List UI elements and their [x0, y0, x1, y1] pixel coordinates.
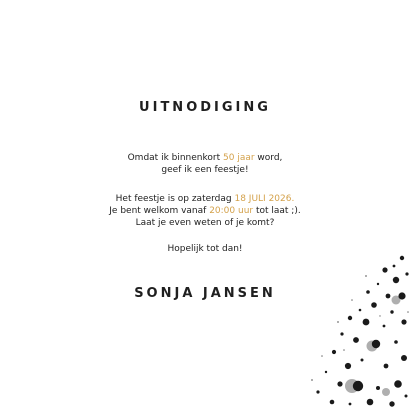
ink-drop — [405, 272, 408, 275]
intro-paragraph — [0, 152, 410, 176]
ink-drop — [389, 401, 394, 406]
ink-drop — [316, 390, 319, 393]
time-line — [0, 205, 410, 217]
ink-drop — [330, 400, 335, 405]
intro-line-2: geef ik een feestje! — [161, 165, 249, 175]
closing-line: Hopelijk tot dan! — [167, 244, 243, 254]
time-line-after: tot laat ;). — [253, 206, 301, 216]
ink-drop — [371, 302, 377, 308]
ink-drop — [393, 277, 399, 283]
ink-drop — [372, 340, 380, 348]
ink-drop — [353, 337, 359, 343]
details-paragraph — [0, 193, 410, 229]
ink-drop — [400, 256, 404, 260]
ink-drop — [340, 332, 343, 335]
intro-line-1-after: word, — [254, 153, 283, 163]
ink-drop — [353, 381, 363, 391]
ink-drop-faint — [382, 388, 390, 396]
ink-speck — [321, 355, 323, 357]
ink-drop — [332, 350, 336, 354]
ink-speck — [337, 321, 339, 323]
rsvp-line: Laat je even weten of je komt? — [135, 218, 275, 228]
ink-drop — [363, 319, 370, 326]
date-line — [0, 193, 410, 205]
ink-drop — [349, 403, 352, 406]
ink-drop — [348, 316, 352, 320]
ink-drop — [382, 267, 387, 272]
ink-drop — [377, 283, 379, 285]
host-name: SONJA JANSEN — [134, 286, 276, 301]
ink-speck — [311, 379, 313, 381]
time-highlight: 20:00 uur — [209, 206, 254, 216]
ink-drop — [367, 399, 374, 406]
ink-drop — [359, 309, 362, 312]
invitation-title: UITNODIGING — [139, 100, 271, 115]
ink-drop — [405, 395, 408, 398]
date-line-before: Het feestje is op zaterdag — [115, 194, 235, 204]
age-highlight: 50 jaar — [223, 153, 255, 163]
ink-drop — [393, 265, 396, 268]
ink-drop — [383, 325, 386, 328]
date-line-after: . — [291, 194, 295, 204]
ink-drop — [384, 364, 389, 369]
intro-line-1 — [0, 152, 410, 164]
date-highlight: 18 JULI 2026 — [234, 194, 292, 204]
ink-drop — [376, 386, 380, 390]
ink-drop — [361, 359, 364, 362]
ink-drop — [325, 371, 327, 373]
ink-drop — [345, 363, 351, 369]
ink-drop — [401, 355, 407, 361]
ink-drop — [337, 381, 342, 386]
ink-drop — [401, 319, 406, 324]
ink-speck — [365, 275, 367, 277]
ink-drop — [390, 310, 393, 313]
ink-drop — [394, 380, 402, 388]
ink-speck — [343, 349, 345, 351]
time-line-before: Je bent welkom vanaf — [109, 206, 210, 216]
ink-speck — [407, 311, 409, 313]
ink-drop-faint — [367, 341, 378, 352]
ink-drop — [394, 340, 398, 344]
ink-drop-faint — [345, 379, 359, 393]
ink-speck — [379, 315, 380, 316]
intro-line-1-before: Omdat ik binnenkort — [127, 153, 223, 163]
